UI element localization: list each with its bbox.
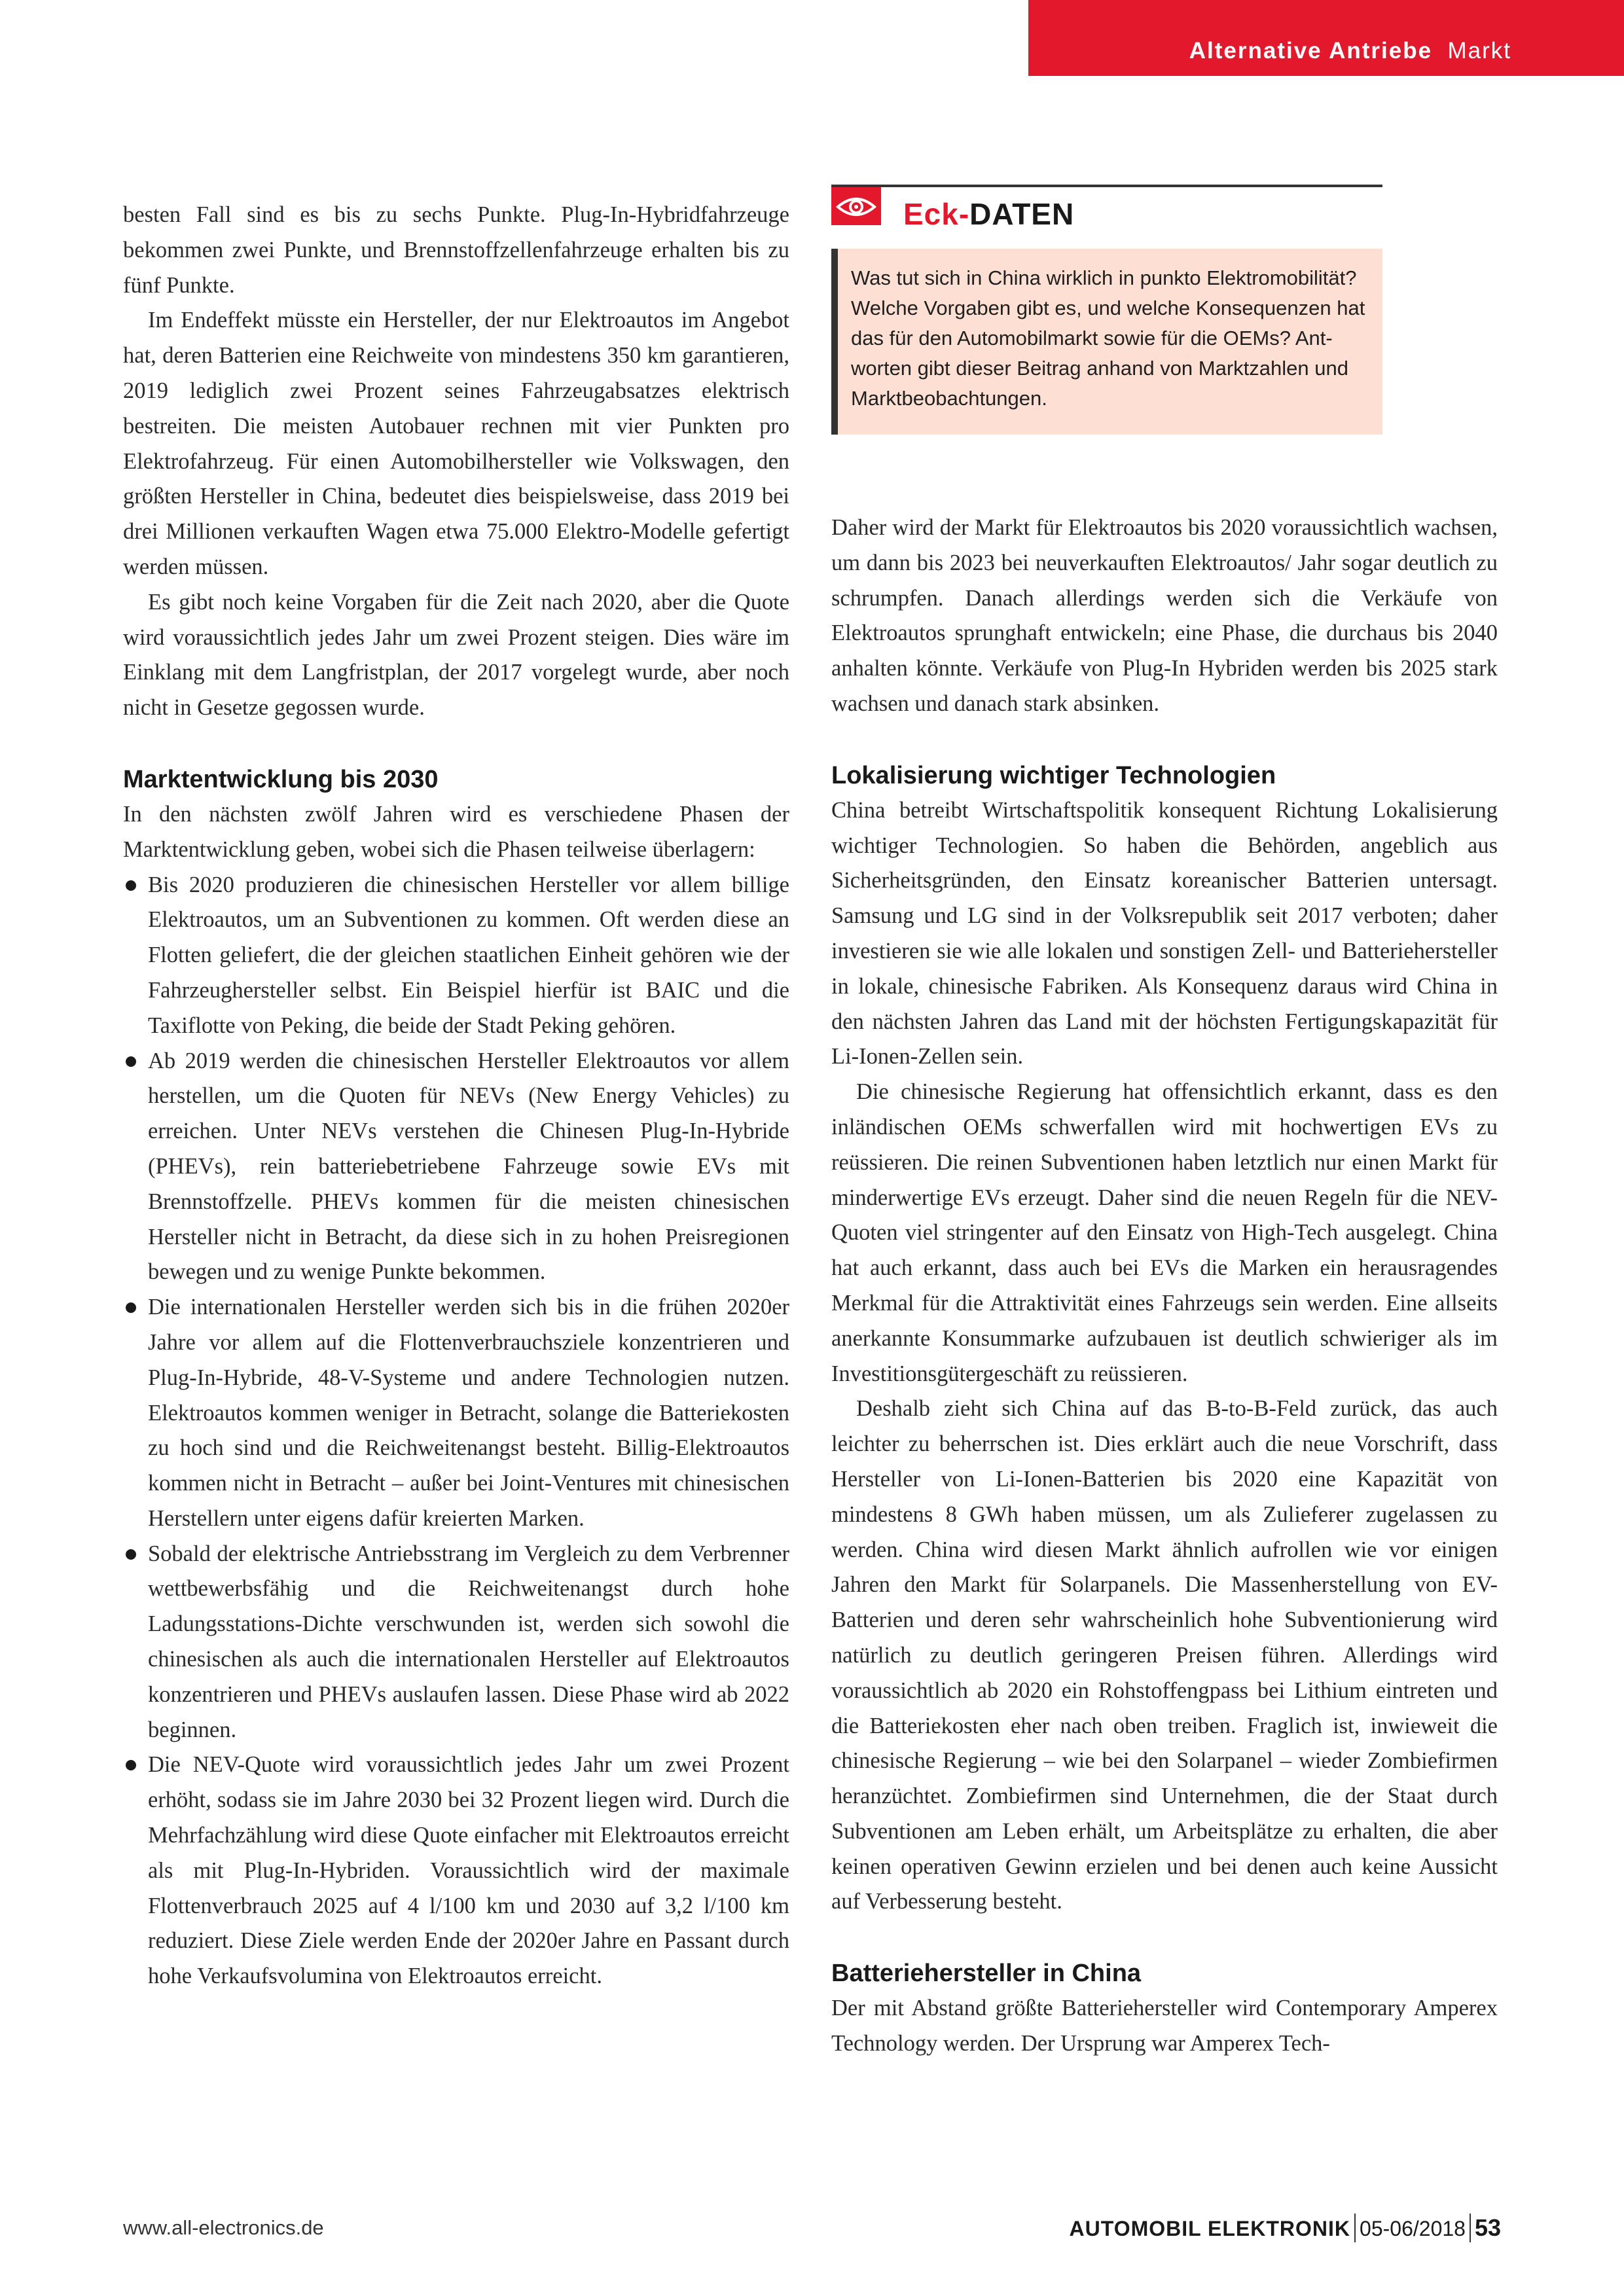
bullet-icon <box>126 1549 136 1560</box>
divider <box>1354 2214 1356 2242</box>
right-column <box>831 511 1498 2062</box>
list-item-text: Bis 2020 produzieren die chinesischen Hersteller vor allem billige Elektroautos, um an Subventionen zu kommen. Oft werden diese an Flotten geliefert, die der gleichen staatlichen Einheit gehören wie der Fahrzeughersteller selbst. Ein Beispiel hierfür ist BAIC und die Taxiflotte von Peking, die beide der Stadt Peking gehören. <box>148 872 789 1038</box>
paragraph: Es gibt noch keine Vorgaben für die Zeit nach 2020, aber die Quote wird voraussichtlich jedes Jahr um zwei Prozent steigen. Dies wäre im Einklang mit dem Langfristplan, der 2017 vorgelegt wurde, aber noch nicht in Gesetze gegossen wurde. <box>123 589 789 721</box>
bullet-icon <box>126 1302 136 1313</box>
subsection-label: Markt <box>1447 38 1511 63</box>
bullet-list <box>123 868 789 1995</box>
list-item <box>123 868 789 1044</box>
list-item-text: Die NEV-Quote wird voraussichtlich jedes Jahr um zwei Prozent erhöht, sodass sie im Jahre 2030 bei 32 Prozent liegen wird. Durch die Mehrfachzählung wird diese Quote einfacher mit Elektroautos erreicht als mit Plug-In-Hybriden. Voraussichtlich wird der maximale Flottenverbrauch 2025 auf 4 l/100 km und 2030 auf 3,2 l/100 km reduziert. Diese Ziele werden Ende der 2020er Jahre en Passant durch hohe Verkaufsvolumina von Elektroautos erreicht. <box>148 1752 789 1989</box>
paragraph: Der mit Abstand größte Batteriehersteller wird Contemporary Amperex Technology werden. Der Ursprung war Amperex Tech- <box>831 1996 1498 2056</box>
section-heading: Lokalisierung wichtiger Technologien <box>831 761 1276 789</box>
paragraph: China betreibt Wirtschaftspolitik konsequent Richtung Lokalisierung wichtiger Technologien. So haben die Behörden, angeblich aus Sicherheitsgründen, den Einsatz koreanischer Batterien untersagt. Samsung und LG sind in der Volksrepublik seit 2017 verboten; daher investieren sie wie alle lokalen und sonstigen Zell- und Batteriehersteller in lokale, chinesische Fabriken. Als Konsequenz daraus wird China in den nächsten Jahren das Land mit der höchsten Fertigungskapazität für Li-Ionen-Zellen sein. <box>831 797 1498 1069</box>
eck-daten-body <box>831 249 1382 435</box>
bullet-icon <box>126 1056 136 1067</box>
paragraph: Deshalb zieht sich China auf das B-to-B-Feld zurück, das auch leichter zu beherrschen ist. Dies erklärt auch die neue Vorschrift, dass Hersteller von Li-Ionen-Batterien bis 2020 eine Kapazität von mindestens 8 GWh haben müssen, um als Zulieferer zugelassen zu werden. China wird diesen Markt ähnlich aufrollen wie vor einigen Jahren den Markt für Solarpanels. Die Massenherstellung von EV-Batterien und deren sehr wahrscheinlich hohe Subventionierung wird natürlich zu deutlich geringeren Preisen führen. Allerdings wird voraussichtlich ab 2020 ein Rohstoffengpass bei Lithium eintreten und die Batteriekosten eher nach oben treiben. Fraglich ist, inwieweit die chinesische Regierung – wie bei den Solarpanel – wieder Zombiefirmen heranzüchtet. Zombiefirmen sind Unternehmen, die der Staat durch Subventionen am Leben erhält, um Arbeitsplätze zu erhalten, die aber keinen operativen Gewinn erzielen und bei denen auch keine Aussicht auf Verbesserung besteht. <box>831 1396 1498 1914</box>
divider <box>1470 2214 1471 2242</box>
section-header <box>1189 38 1511 64</box>
list-item-text: Ab 2019 werden die chinesischen Hersteller Elektroautos vor allem herstellen, um die Quoten für NEVs (New Energy Vehicles) zu erreichen. Unter NEVs verstehen die Chinesen Plug-In-Hybride (PHEVs), rein batteriebetriebene Fahrzeuge sowie EVs mit Brennstoffzelle. PHEVs kommen für die meisten chinesischen Hersteller nicht in Betracht, da diese sich in zu hohen Preisregionen bewegen und zu wenige Punkte bekommen. <box>148 1048 789 1285</box>
list-item <box>123 1290 789 1537</box>
eck-title-part1: Eck- <box>903 197 970 231</box>
section-label: Alternative Antriebe <box>1189 38 1433 63</box>
bullet-icon <box>126 880 136 891</box>
footer-publication <box>1070 2214 1501 2242</box>
paragraph: Im Endeffekt müsste ein Hersteller, der nur Elektroautos im Angebot hat, deren Batterien eine Reichweite von mindestens 350 km garantieren, 2019 lediglich zwei Prozent seines Fahrzeugabsatzes elektrisch bestreiten. Die meisten Autobauer rechnen mit vier Punkten pro Elektrofahrzeug. Für einen Automobilhersteller wie Volkswagen, den größten Hersteller in China, bedeutet dies beispielsweise, dass 2019 bei drei Millionen verkauften Wagen etwa 75.000 Elektro-Modelle gefertigt werden müssen. <box>123 308 789 579</box>
section-header-band <box>1028 0 1624 76</box>
issue-number: 05-06/2018 <box>1360 2217 1466 2240</box>
paragraph: Die chinesische Regierung hat offensichtlich erkannt, dass es den inländischen OEMs schwerfallen wird mit hochwertigen EVs zu reüssieren. Die reinen Subventionen haben letztlich nur einen Markt für minderwertige EVs erzeugt. Daher sind die neuen Regeln für die NEV-Quoten viel stringenter auf den Einsatz von High-Tech ausgelegt. China hat auch erkannt, dass auch bei EVs die Marken ein herausragendes Merkmal für die Attraktivität eines Fahrzeugs sein werden. Eine allseits anerkannte Konsummarke aufzubauen ist deutlich schwieriger als im Investitionsgütergeschäft zu reüssieren. <box>831 1079 1498 1386</box>
list-item-text: Sobald der elektrische Antriebsstrang im Vergleich zu dem Verbrenner wettbewerbsfähig und die Reichweitenangst durch hohe Ladungsstations-Dichte verschwunden ist, werden sich sowohl die chinesischen als auch die internationalen Hersteller auf Elektroautos konzentrieren und PHEVs auslaufen lassen. Diese Phase wird ab 2022 beginnen. <box>148 1541 789 1742</box>
accent-bar <box>831 249 838 435</box>
section-heading: Batteriehersteller in China <box>831 1960 1142 1988</box>
list-item <box>123 1044 789 1291</box>
paragraph: besten Fall sind es bis zu sechs Punkte. Plug-In-Hybridfahrzeuge bekommen zwei Punkte, und Brennstoffzellenfahrzeuge erhalten bis zu fünf Punkte. <box>123 202 789 298</box>
footer-url[interactable]: www.all-electronics.de <box>123 2216 324 2239</box>
paragraph: In den nächsten zwölf Jahren wird es verschiedene Phasen der Marktentwicklung geben, wobei sich die Phasen teilweise überlagern: <box>123 801 789 862</box>
paragraph: Daher wird der Markt für Elektroautos bis 2020 voraussichtlich wachsen, um dann bis 2023 bei neuverkauften Elektroautos/ Jahr sogar deutlich zu schrumpfen. Danach allerdings werden sich die Verkäufe von Elektroautos sprunghaft entwickeln; eine Phase, die durchaus bis 2040 anhalten könnte. Verkäufe von Plug-In Hybriden werden bis 2025 stark wachsen und danach stark absinken. <box>831 515 1498 716</box>
page-number: 53 <box>1474 2214 1501 2241</box>
left-column <box>123 198 789 1994</box>
divider <box>831 185 1382 187</box>
eck-daten-title <box>903 196 1074 232</box>
list-item-text: Die internationalen Hersteller werden sich bis in die frühen 2020er Jahre vor allem auf die Flottenverbrauchsziele konzentrieren und Plug-In-Hybride, 48-V-Systeme und andere Technologien nutzen. Elektroautos kommen weniger in Betracht, solange die Batteriekosten zu hoch sind und die Reichweitenangst besteht. Billig-Elektroautos kommen nicht in Betracht – außer bei Joint-Ventures mit chinesischen Herstellern unter eigens dafür kreierten Marken. <box>148 1295 789 1531</box>
eye-icon <box>831 187 881 225</box>
magazine-name: AUTOMOBIL ELEKTRONIK <box>1069 2217 1351 2240</box>
eck-daten-text: Was tut sich in China wirklich in punkto Elektromobilität? Welche Vorgaben gibt es, und welche Konsequenzen hat das für den Automobilmarkt sowie für die OEMs? Antworten gibt dieser Beitrag anhand von Marktzahlen und Marktbeobachtungen. <box>851 266 1365 410</box>
section-heading: Marktentwicklung bis 2030 <box>123 765 439 793</box>
bullet-icon <box>126 1760 136 1770</box>
eck-title-part2: DATEN <box>969 197 1075 231</box>
list-item <box>123 1748 789 1994</box>
eck-daten-box <box>831 185 1382 435</box>
list-item <box>123 1537 789 1748</box>
